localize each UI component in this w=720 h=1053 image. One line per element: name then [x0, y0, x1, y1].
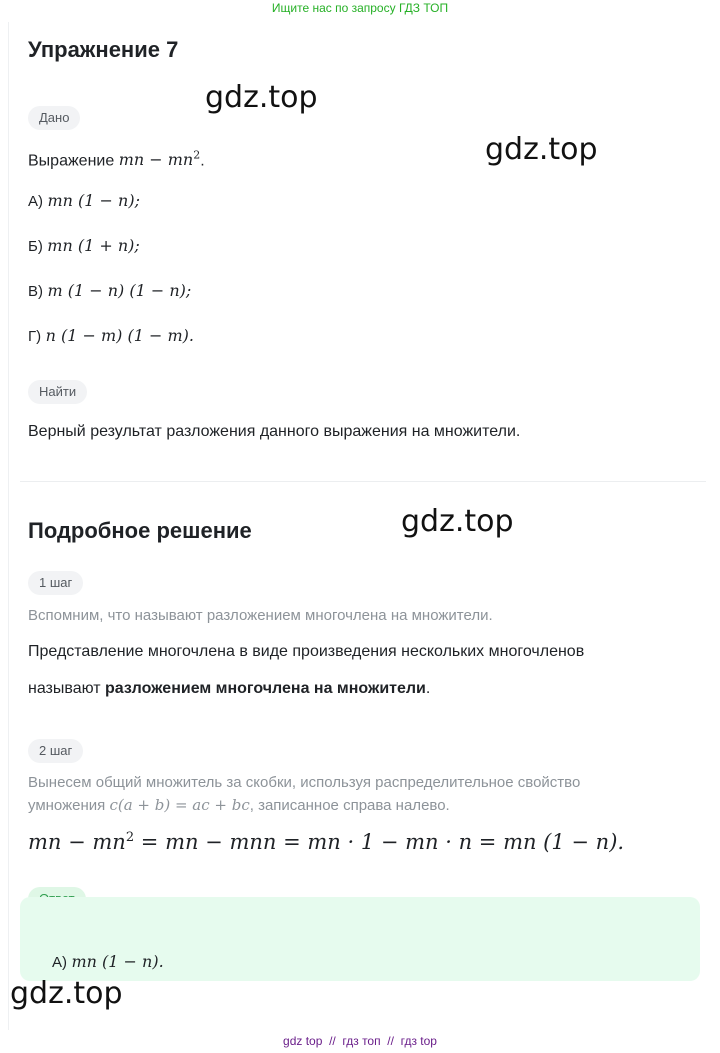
- step2-hint-prefix: умножения: [28, 797, 110, 814]
- exercise-title: Упражнение 7: [28, 37, 179, 62]
- option-d: [28, 326, 194, 347]
- equation-lhs: mn − $mn^2$: [28, 830, 135, 854]
- footer-links[interactable]: gdz top // гдз топ // гдз top: [283, 1034, 437, 1048]
- step2-equation: [28, 830, 624, 854]
- option-d-label: Г): [28, 328, 42, 345]
- given-chip: Дано: [28, 106, 80, 130]
- answer-expr: mn (1 − n).: [71, 952, 164, 971]
- option-b-label: Б): [28, 238, 43, 255]
- step1-chip: 1 шаг: [28, 571, 83, 595]
- option-a: [28, 191, 140, 212]
- distributive-formula: c(a + b) = ac + bc: [109, 796, 250, 814]
- step1-line2-suffix: .: [425, 680, 431, 697]
- given-expression: Выражение mn − $mn^2$.: [28, 149, 205, 170]
- section-divider: [20, 481, 706, 482]
- watermark: gdz.top: [205, 80, 318, 115]
- option-c: [28, 281, 191, 302]
- option-a-label: А): [28, 193, 43, 210]
- step1-line2-term: разложением многочлена на множители: [105, 680, 426, 697]
- watermark: gdz.top: [10, 976, 123, 1011]
- step1-line2: [28, 679, 430, 699]
- option-b-expr: mn (1 + n);: [47, 236, 140, 255]
- option-a-expr: mn (1 − n);: [47, 191, 140, 210]
- option-d-expr: n (1 − m) (1 − m).: [45, 326, 194, 345]
- equation-rhs: = mn − mnn = mn · 1 − mn · n = mn (1 − n).: [140, 830, 625, 854]
- step1-line2-prefix: называют: [28, 680, 106, 697]
- step2-chip: 2 шаг: [28, 739, 83, 763]
- watermark: gdz.top: [401, 504, 514, 539]
- step2-hint-line2: [28, 794, 450, 817]
- option-b: [28, 236, 140, 257]
- option-c-expr: m (1 − n) (1 − n);: [47, 281, 192, 300]
- expression-formula: mn − $mn^2$: [118, 149, 201, 170]
- solution-title: Подробное решение: [28, 518, 252, 543]
- answer-text: [52, 952, 164, 973]
- watermark: gdz.top: [485, 132, 598, 167]
- step2-hint-suffix: , записанное справа налево.: [249, 797, 450, 814]
- step1-line1: Представление многочлена в виде произведения нескольких многочленов: [28, 643, 585, 660]
- find-chip: Найти: [28, 380, 87, 404]
- step1-hint: Вспомним, что называют разложением многочлена на множители.: [28, 607, 493, 624]
- step2-hint-line1: Вынесем общий множитель за скобки, используя распределительное свойство: [28, 774, 581, 791]
- option-c-label: В): [28, 283, 43, 300]
- answer-label: А): [52, 954, 67, 971]
- search-hint-banner: Ищите нас по запросу ГДЗ ТОП: [271, 1, 449, 15]
- expression-label: Выражение: [28, 152, 119, 170]
- find-text: Верный результат разложения данного выражения на множители.: [28, 423, 521, 440]
